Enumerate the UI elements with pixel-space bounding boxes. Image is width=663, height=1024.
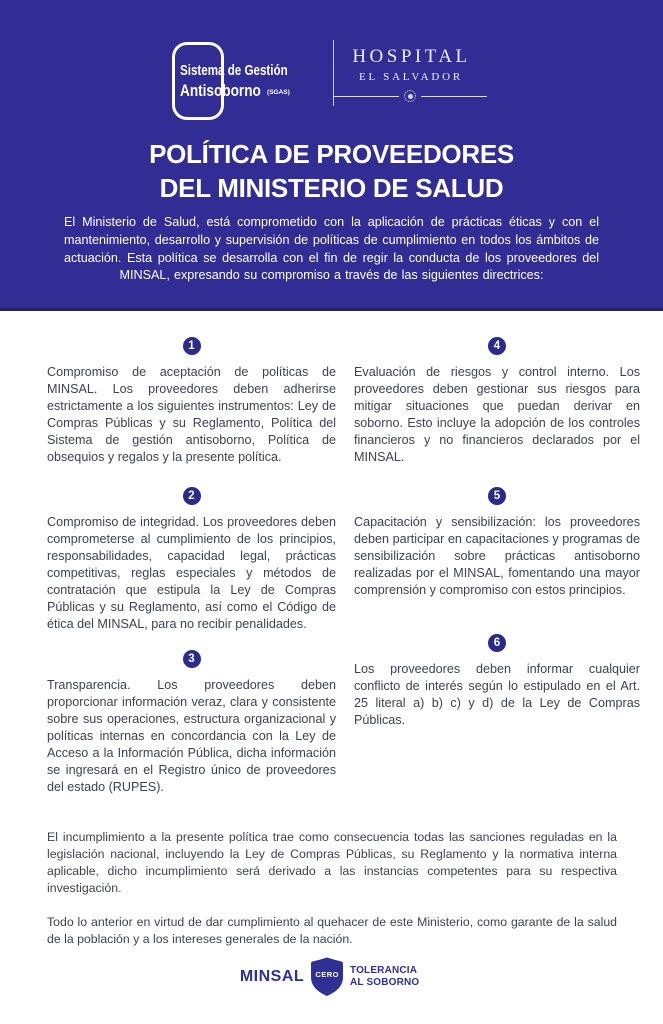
rule-line-right (421, 96, 487, 97)
hospital-logo (330, 46, 490, 102)
directive-6 (354, 634, 640, 729)
footer-brand (0, 956, 663, 997)
hospital-logo-name: HOSPITAL (352, 46, 471, 67)
closing-block (47, 829, 617, 948)
directive-4-text: Evaluación de riesgos y control interno. Los proveedores deben gestionar sus riesgos para mitigar situaciones que puedan derivar en soborno. Esto incluye la adopción de los controles financieros y no financieros declarados por el MINSAL. (354, 365, 640, 464)
hospital-logo-subtitle: EL SALVADOR (358, 71, 464, 83)
directive-2 (47, 487, 336, 633)
directive-2-number-badge: 2 (183, 487, 201, 505)
directive-5-number-badge: 5 (488, 487, 506, 505)
closing-paragraph-1: El incumplimiento a la presente política trae como consecuencia todas las sanciones reguladas en la legislación nacional, incluyendo la Ley de Compras Públicas, su Reglamento y la normativa interna aplicable, dicho incumplimiento será derivado a las instancias competentes para su respectiva investigación. (47, 830, 617, 895)
directive-6-number-badge: 6 (488, 634, 506, 652)
directive-1 (47, 337, 336, 466)
directive-4 (354, 337, 640, 466)
directive-3 (47, 650, 336, 796)
directive-5-text: Capacitación y sensibilización: los proveedores deben participar en capacitaciones y programas de sensibilización sobre prácticas antisoborno realizadas por el MINSAL, fomentando una mayor comprensión y compromiso con estos principios. (354, 515, 640, 597)
brand-slogan (350, 965, 419, 988)
minsal-wordmark: MINSAL (239, 967, 305, 985)
slogan-line2: AL SOBORNO (350, 975, 420, 988)
shield-label: CERO (315, 970, 339, 979)
closing-paragraph-2: Todo lo anterior en virtud de dar cumplimiento al quehacer de este Ministerio, como garante de la salud de la población y a los intereses generales de la nación. (47, 915, 617, 946)
sgas-logo-suffix: (SGAS) (267, 89, 290, 96)
directive-1-number-badge: 1 (183, 337, 201, 355)
cero-shield-icon (310, 956, 344, 997)
hospital-emblem-icon (404, 90, 416, 102)
directive-1-text: Compromiso de aceptación de políticas de MINSAL. Los proveedores deben adherirse estrictamente a los siguientes instrumentos: Ley de Compras Públicas y su Reglamento, Política del Sistema de gestión antisoborno, Política de obsequios y regalos y la presente política. (47, 365, 336, 464)
directive-5 (354, 487, 640, 599)
rule-line-left (333, 96, 399, 97)
directive-3-text: Transparencia. Los proveedores deben proporcionar información veraz, clara y consistente sobre sus operaciones, estructura organizacional y políticas internas en concordancia con la Ley de Acceso a la Información Pública, dicha información se ingresará en el Registro único de proveedores del estado (RUPES). (47, 678, 336, 794)
sgas-logo-line2: Antisoborno (180, 81, 261, 100)
hospital-logo-rule (330, 90, 490, 102)
slogan-line1: TOLERANCIA (350, 964, 418, 976)
intro-paragraph: El Ministerio de Salud, está comprometido con la aplicación de prácticas éticas y con el mantenimiento, desarrollo y supervisión de políticas de cumplimiento en todos los ámbitos de actuación. Esta política se desarrolla con el fin de regir la conducta de los proveedores del MINSAL, expresando su compromiso a través de las siguientes directrices: (64, 215, 599, 283)
page-title (0, 137, 663, 205)
page-title-line1: POLÍTICA DE PROVEEDORES (149, 139, 514, 169)
directive-2-text: Compromiso de integridad. Los proveedores deben comprometerse al cumplimiento de los principios, responsabilidades, capacidad legal, prácticas competitivas, reglas especiales y métodos de contratación que estipula la Ley de Compras Públicas y su Reglamento, así como el Código de ética del MINSAL, para no recibir penalidades. (47, 515, 336, 631)
directive-4-number-badge: 4 (488, 337, 506, 355)
sgas-logo-line1: Sistema de Gestión (180, 63, 288, 79)
sgas-logo-text (180, 63, 315, 100)
directive-3-number-badge: 3 (183, 650, 201, 668)
header-banner (0, 0, 663, 311)
directive-6-text: Los proveedores deben informar cualquier conflicto de interés según lo estipulado en el Art. 25 literal a) b) c) y d) de la Ley de Compras Públicas. (354, 662, 640, 727)
page-title-line2: DEL MINISTERIO DE SALUD (159, 173, 504, 203)
